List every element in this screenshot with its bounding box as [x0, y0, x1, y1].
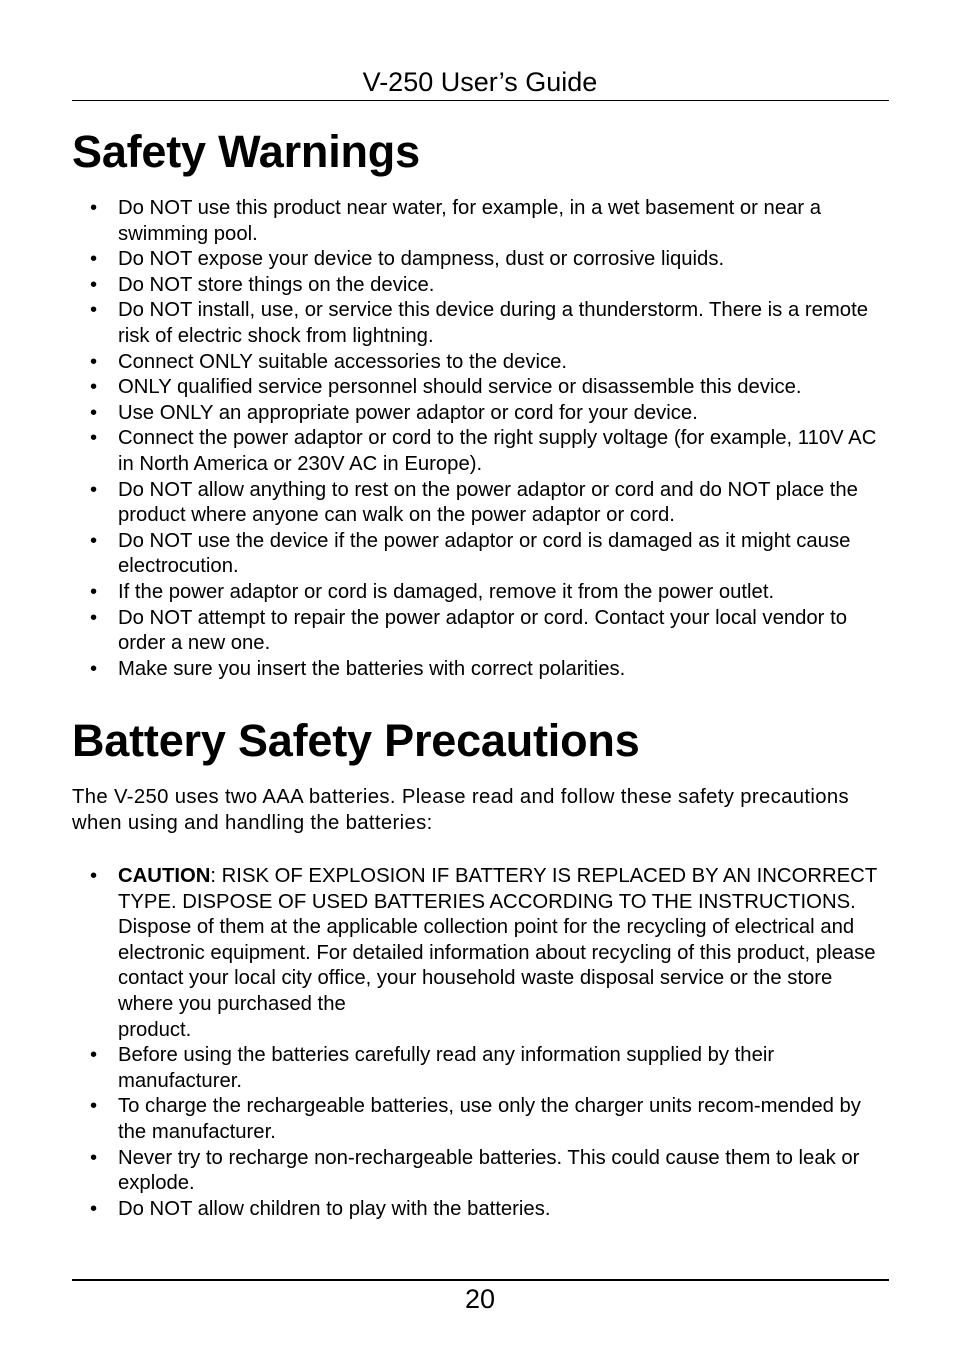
list-item-text: Do NOT use this product near water, for example, in a wet basement or near a swimming pool.: [118, 197, 822, 245]
list-item: [72, 529, 892, 580]
battery-intro-paragraph: The V-250 uses two AAA batteries. Please read and follow these safety precautions when using and handling the batteries:: [72, 786, 849, 834]
list-item-text: Never try to recharge non-rechargeable batteries. This could cause them to leak or explode.: [118, 1146, 860, 1195]
list-item: [72, 1146, 892, 1197]
list-item: [72, 580, 892, 606]
bullet-icon: •: [90, 1197, 98, 1220]
list-item: [72, 196, 892, 247]
list-item: [72, 657, 892, 683]
bullet-icon: •: [90, 1146, 98, 1169]
safety-warnings-heading: Safety Warnings: [72, 126, 420, 177]
bullet-icon: •: [90, 427, 98, 450]
bullet-icon: •: [90, 376, 98, 399]
bullet-icon: •: [90, 401, 98, 424]
list-item: [72, 1094, 892, 1145]
safety-warnings-list: [72, 196, 892, 682]
bullet-icon: •: [90, 248, 98, 271]
bullet-icon: •: [90, 529, 98, 552]
list-item-text: Before using the batteries carefully read any information supplied by their manufacturer.: [118, 1044, 775, 1092]
list-item-text: Do NOT allow anything to rest on the power adaptor or cord and do NOT place the product where anyone can walk on the power adaptor or cord.: [118, 478, 858, 527]
caution-text: : RISK OF EXPLOSION IF BATTERY IS REPLACED BY AN INCORRECT TYPE. DISPOSE OF USED BATTERIES ACCORDING TO THE INSTRUCTIONS. Dispose of them at the applicable collection point for the recycling of electrical and electronic equipment. For detailed information about recycling of this product, please contact your local city office, your household waste disposal service or the store where you purchased the: [118, 865, 877, 1015]
list-item: [72, 1043, 892, 1094]
list-item-text: ONLY qualified service personnel should service or disassemble this device.: [118, 376, 802, 399]
bullet-icon: •: [90, 273, 98, 296]
list-item: [72, 298, 892, 349]
list-item-text: Do NOT expose your device to dampness, dust or corrosive liquids.: [118, 248, 725, 271]
list-item-text: Do NOT allow children to play with the batteries.: [118, 1197, 551, 1220]
list-item: [72, 401, 892, 427]
list-item: [72, 606, 892, 657]
list-item-text: Do NOT attempt to repair the power adaptor or cord. Contact your local vendor to order a new one.: [118, 606, 847, 655]
list-item-text: Do NOT install, use, or service this device during a thunderstorm. There is a remote risk of electric shock from lightning.: [118, 299, 868, 347]
list-item-text: Do NOT use the device if the power adaptor or cord is damaged as it might cause electrocution.: [118, 529, 851, 578]
bullet-icon: •: [90, 197, 98, 219]
list-item-text: Connect the power adaptor or cord to the right supply voltage (for example, 110V AC in North America or 230V AC in Europe).: [118, 427, 877, 475]
bullet-icon: •: [90, 1044, 98, 1067]
bullet-icon: •: [90, 1095, 98, 1118]
battery-precautions-list: [72, 864, 892, 1222]
list-item-text: Connect ONLY suitable accessories to the device.: [118, 350, 568, 373]
list-item-text: Make sure you insert the batteries with correct polarities.: [118, 657, 626, 680]
list-item-text: Do NOT store things on the device.: [118, 273, 435, 296]
caution-label: CAUTION: [118, 865, 211, 887]
bullet-icon: •: [90, 299, 98, 322]
caution-list-item: [72, 864, 892, 1043]
caution-tail: product.: [118, 1018, 192, 1041]
bullet-icon: •: [90, 657, 98, 680]
list-item-text: If the power adaptor or cord is damaged, remove it from the power outlet.: [118, 580, 775, 603]
bullet-icon: •: [90, 580, 98, 603]
list-item-text: Use ONLY an appropriate power adaptor or cord for your device.: [118, 401, 698, 424]
bullet-icon: •: [90, 606, 98, 629]
footer-rule: [72, 1279, 889, 1281]
header-title: V-250 User’s Guide: [362, 67, 598, 97]
list-item: [72, 1197, 892, 1223]
list-item: [72, 247, 892, 273]
bullet-icon: •: [90, 350, 98, 373]
list-item: [72, 350, 892, 376]
bullet-icon: •: [90, 865, 98, 887]
battery-precautions-heading: Battery Safety Precautions: [72, 715, 640, 766]
list-item: [72, 478, 892, 529]
page-number: 20: [464, 1284, 496, 1314]
bullet-icon: •: [90, 478, 98, 501]
list-item: [72, 273, 892, 299]
header-rule: [72, 100, 889, 101]
list-item-text: To charge the rechargeable batteries, use only the charger units recom-mended by the manufacturer.: [118, 1095, 861, 1143]
list-item: [72, 375, 892, 401]
list-item: [72, 426, 892, 477]
